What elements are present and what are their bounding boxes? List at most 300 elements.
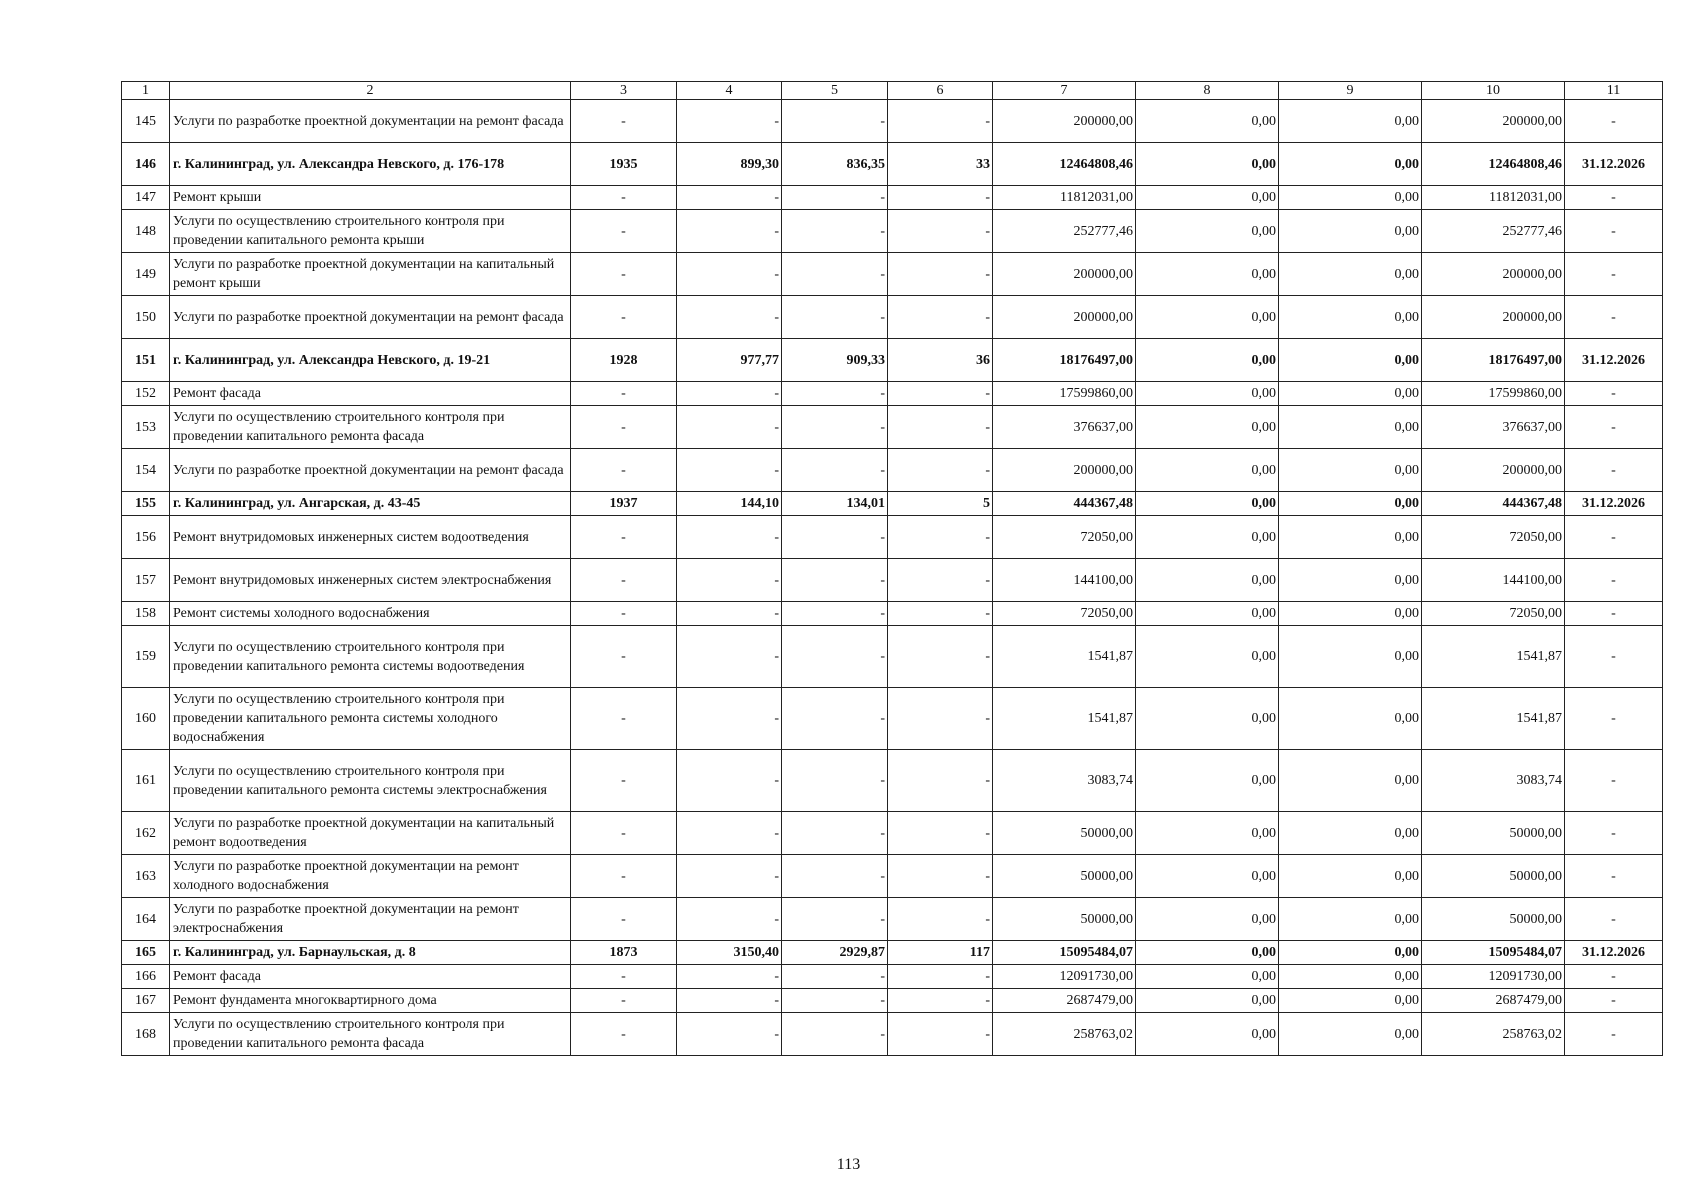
total-area-cell: - — [677, 449, 782, 492]
row-name-cell: Услуги по разработке проектной документации на ремонт электроснабжения — [170, 898, 571, 941]
living-area-cell: 836,35 — [782, 143, 888, 186]
row-number-cell: 150 — [122, 296, 170, 339]
regional-funds-cell: 0,00 — [1279, 626, 1422, 688]
build-year-cell: - — [571, 100, 677, 143]
total-area-cell: - — [677, 253, 782, 296]
regional-funds-cell: 0,00 — [1279, 812, 1422, 855]
row-name-cell: Услуги по разработке проектной документации на ремонт фасада — [170, 449, 571, 492]
work-item-row — [122, 898, 1663, 941]
work-item-row — [122, 382, 1663, 406]
build-year-cell: - — [571, 898, 677, 941]
row-name-cell: Ремонт фундамента многоквартирного дома — [170, 989, 571, 1013]
federal-funds-cell: 0,00 — [1136, 449, 1279, 492]
residents-count-cell: - — [888, 449, 993, 492]
total-area-cell: - — [677, 100, 782, 143]
federal-funds-cell: 0,00 — [1136, 382, 1279, 406]
owners-funds-cell: 15095484,07 — [1422, 941, 1565, 965]
work-item-row — [122, 210, 1663, 253]
owners-funds-cell: 3083,74 — [1422, 750, 1565, 812]
work-item-row — [122, 626, 1663, 688]
build-year-cell: - — [571, 750, 677, 812]
federal-funds-cell: 0,00 — [1136, 406, 1279, 449]
living-area-cell: - — [782, 406, 888, 449]
federal-funds-cell: 0,00 — [1136, 688, 1279, 750]
federal-funds-cell: 0,00 — [1136, 143, 1279, 186]
living-area-cell: - — [782, 449, 888, 492]
residents-count-cell: 117 — [888, 941, 993, 965]
owners-funds-cell: 12091730,00 — [1422, 965, 1565, 989]
work-item-row — [122, 1013, 1663, 1056]
living-area-cell: - — [782, 186, 888, 210]
residents-count-cell: - — [888, 253, 993, 296]
residents-count-cell: - — [888, 750, 993, 812]
build-year-cell: - — [571, 296, 677, 339]
owners-funds-cell: 200000,00 — [1422, 100, 1565, 143]
federal-funds-cell: 0,00 — [1136, 339, 1279, 382]
row-number-cell: 158 — [122, 602, 170, 626]
row-number-cell: 147 — [122, 186, 170, 210]
total-cost-cell: 1541,87 — [993, 626, 1136, 688]
residents-count-cell: - — [888, 602, 993, 626]
federal-funds-cell: 0,00 — [1136, 941, 1279, 965]
total-cost-cell: 17599860,00 — [993, 382, 1136, 406]
address-row — [122, 339, 1663, 382]
column-header: 1 — [122, 82, 170, 100]
federal-funds-cell: 0,00 — [1136, 750, 1279, 812]
row-number-cell: 168 — [122, 1013, 170, 1056]
total-cost-cell: 444367,48 — [993, 492, 1136, 516]
work-item-row — [122, 186, 1663, 210]
federal-funds-cell: 0,00 — [1136, 812, 1279, 855]
owners-funds-cell: 200000,00 — [1422, 296, 1565, 339]
federal-funds-cell: 0,00 — [1136, 296, 1279, 339]
total-cost-cell: 72050,00 — [993, 602, 1136, 626]
owners-funds-cell: 11812031,00 — [1422, 186, 1565, 210]
residents-count-cell: - — [888, 855, 993, 898]
row-number-cell: 155 — [122, 492, 170, 516]
build-year-cell: 1873 — [571, 941, 677, 965]
residents-count-cell: 5 — [888, 492, 993, 516]
work-item-row — [122, 449, 1663, 492]
row-name-cell: Услуги по осуществлению строительного контроля при проведении капитального ремонта системы водоотведения — [170, 626, 571, 688]
federal-funds-cell: 0,00 — [1136, 965, 1279, 989]
federal-funds-cell: 0,00 — [1136, 559, 1279, 602]
living-area-cell: - — [782, 602, 888, 626]
total-cost-cell: 72050,00 — [993, 516, 1136, 559]
row-name-cell: Ремонт крыши — [170, 186, 571, 210]
completion-date-cell: 31.12.2026 — [1565, 143, 1663, 186]
residents-count-cell: - — [888, 688, 993, 750]
row-number-cell: 154 — [122, 449, 170, 492]
completion-date-cell: - — [1565, 100, 1663, 143]
build-year-cell: - — [571, 989, 677, 1013]
total-cost-cell: 1541,87 — [993, 688, 1136, 750]
capital-repair-table — [121, 81, 1663, 1056]
owners-funds-cell: 1541,87 — [1422, 626, 1565, 688]
federal-funds-cell: 0,00 — [1136, 210, 1279, 253]
completion-date-cell: 31.12.2026 — [1565, 492, 1663, 516]
row-name-cell: Ремонт внутридомовых инженерных систем водоотведения — [170, 516, 571, 559]
total-cost-cell: 2687479,00 — [993, 989, 1136, 1013]
total-area-cell: - — [677, 855, 782, 898]
regional-funds-cell: 0,00 — [1279, 186, 1422, 210]
regional-funds-cell: 0,00 — [1279, 855, 1422, 898]
residents-count-cell: - — [888, 382, 993, 406]
regional-funds-cell: 0,00 — [1279, 941, 1422, 965]
regional-funds-cell: 0,00 — [1279, 143, 1422, 186]
residents-count-cell: - — [888, 898, 993, 941]
completion-date-cell: - — [1565, 626, 1663, 688]
completion-date-cell: - — [1565, 296, 1663, 339]
row-number-cell: 145 — [122, 100, 170, 143]
owners-funds-cell: 50000,00 — [1422, 855, 1565, 898]
row-number-cell: 156 — [122, 516, 170, 559]
work-item-row — [122, 253, 1663, 296]
owners-funds-cell: 12464808,46 — [1422, 143, 1565, 186]
address-row — [122, 143, 1663, 186]
build-year-cell: 1935 — [571, 143, 677, 186]
total-area-cell: 3150,40 — [677, 941, 782, 965]
completion-date-cell: - — [1565, 1013, 1663, 1056]
total-area-cell: - — [677, 688, 782, 750]
total-cost-cell: 376637,00 — [993, 406, 1136, 449]
build-year-cell: - — [571, 186, 677, 210]
build-year-cell: - — [571, 688, 677, 750]
build-year-cell: - — [571, 449, 677, 492]
row-name-cell: Услуги по разработке проектной документации на капитальный ремонт водоотведения — [170, 812, 571, 855]
completion-date-cell: - — [1565, 186, 1663, 210]
column-header: 6 — [888, 82, 993, 100]
row-name-cell: Ремонт внутридомовых инженерных систем электроснабжения — [170, 559, 571, 602]
row-name-cell: Услуги по разработке проектной документации на ремонт холодного водоснабжения — [170, 855, 571, 898]
residents-count-cell: - — [888, 812, 993, 855]
completion-date-cell: 31.12.2026 — [1565, 339, 1663, 382]
owners-funds-cell: 72050,00 — [1422, 602, 1565, 626]
build-year-cell: 1937 — [571, 492, 677, 516]
row-number-cell: 148 — [122, 210, 170, 253]
work-item-row — [122, 296, 1663, 339]
row-number-cell: 163 — [122, 855, 170, 898]
total-area-cell: 899,30 — [677, 143, 782, 186]
residents-count-cell: - — [888, 626, 993, 688]
row-name-cell: Ремонт фасада — [170, 382, 571, 406]
build-year-cell: - — [571, 812, 677, 855]
column-header: 8 — [1136, 82, 1279, 100]
owners-funds-cell: 200000,00 — [1422, 253, 1565, 296]
total-cost-cell: 200000,00 — [993, 296, 1136, 339]
living-area-cell: - — [782, 750, 888, 812]
build-year-cell: - — [571, 602, 677, 626]
row-name-cell: г. Калининград, ул. Александра Невского, д. 176-178 — [170, 143, 571, 186]
residents-count-cell: - — [888, 989, 993, 1013]
regional-funds-cell: 0,00 — [1279, 516, 1422, 559]
work-item-row — [122, 812, 1663, 855]
living-area-cell: - — [782, 898, 888, 941]
column-header: 11 — [1565, 82, 1663, 100]
total-area-cell: - — [677, 382, 782, 406]
work-item-row — [122, 559, 1663, 602]
column-header: 3 — [571, 82, 677, 100]
completion-date-cell: - — [1565, 750, 1663, 812]
completion-date-cell: - — [1565, 898, 1663, 941]
regional-funds-cell: 0,00 — [1279, 989, 1422, 1013]
living-area-cell: 909,33 — [782, 339, 888, 382]
total-cost-cell: 50000,00 — [993, 855, 1136, 898]
total-area-cell: - — [677, 626, 782, 688]
page-number: 113 — [836, 1156, 861, 1173]
owners-funds-cell: 144100,00 — [1422, 559, 1565, 602]
total-area-cell: 144,10 — [677, 492, 782, 516]
regional-funds-cell: 0,00 — [1279, 559, 1422, 602]
regional-funds-cell: 0,00 — [1279, 339, 1422, 382]
row-number-cell: 162 — [122, 812, 170, 855]
total-area-cell: - — [677, 989, 782, 1013]
total-cost-cell: 50000,00 — [993, 812, 1136, 855]
work-item-row — [122, 965, 1663, 989]
living-area-cell: - — [782, 812, 888, 855]
row-number-cell: 146 — [122, 143, 170, 186]
row-number-cell: 161 — [122, 750, 170, 812]
living-area-cell: - — [782, 559, 888, 602]
row-name-cell: Услуги по осуществлению строительного контроля при проведении капитального ремонта системы электроснабжения — [170, 750, 571, 812]
residents-count-cell: - — [888, 965, 993, 989]
total-cost-cell: 50000,00 — [993, 898, 1136, 941]
total-area-cell: - — [677, 296, 782, 339]
living-area-cell: - — [782, 382, 888, 406]
total-cost-cell: 200000,00 — [993, 100, 1136, 143]
work-item-row — [122, 602, 1663, 626]
total-cost-cell: 144100,00 — [993, 559, 1136, 602]
row-number-cell: 165 — [122, 941, 170, 965]
work-item-row — [122, 100, 1663, 143]
total-area-cell: - — [677, 750, 782, 812]
completion-date-cell: - — [1565, 210, 1663, 253]
total-area-cell: - — [677, 516, 782, 559]
row-number-cell: 153 — [122, 406, 170, 449]
work-item-row — [122, 516, 1663, 559]
column-header: 9 — [1279, 82, 1422, 100]
regional-funds-cell: 0,00 — [1279, 253, 1422, 296]
build-year-cell: - — [571, 626, 677, 688]
row-number-cell: 152 — [122, 382, 170, 406]
living-area-cell: - — [782, 516, 888, 559]
owners-funds-cell: 444367,48 — [1422, 492, 1565, 516]
row-number-cell: 159 — [122, 626, 170, 688]
total-cost-cell: 258763,02 — [993, 1013, 1136, 1056]
regional-funds-cell: 0,00 — [1279, 449, 1422, 492]
owners-funds-cell: 50000,00 — [1422, 898, 1565, 941]
completion-date-cell: 31.12.2026 — [1565, 941, 1663, 965]
residents-count-cell: 36 — [888, 339, 993, 382]
federal-funds-cell: 0,00 — [1136, 186, 1279, 210]
federal-funds-cell: 0,00 — [1136, 602, 1279, 626]
residents-count-cell: 33 — [888, 143, 993, 186]
residents-count-cell: - — [888, 516, 993, 559]
total-cost-cell: 12091730,00 — [993, 965, 1136, 989]
work-item-row — [122, 989, 1663, 1013]
living-area-cell: 134,01 — [782, 492, 888, 516]
row-name-cell: г. Калининград, ул. Барнаульская, д. 8 — [170, 941, 571, 965]
address-row — [122, 941, 1663, 965]
row-name-cell: Ремонт системы холодного водоснабжения — [170, 602, 571, 626]
living-area-cell: - — [782, 965, 888, 989]
completion-date-cell: - — [1565, 382, 1663, 406]
build-year-cell: - — [571, 210, 677, 253]
owners-funds-cell: 258763,02 — [1422, 1013, 1565, 1056]
build-year-cell: - — [571, 382, 677, 406]
row-name-cell: Услуги по осуществлению строительного контроля при проведении капитального ремонта фасада — [170, 406, 571, 449]
owners-funds-cell: 72050,00 — [1422, 516, 1565, 559]
build-year-cell: - — [571, 559, 677, 602]
row-name-cell: г. Калининград, ул. Ангарская, д. 43-45 — [170, 492, 571, 516]
residents-count-cell: - — [888, 296, 993, 339]
total-area-cell: - — [677, 186, 782, 210]
row-number-cell: 160 — [122, 688, 170, 750]
work-item-row — [122, 406, 1663, 449]
work-item-row — [122, 688, 1663, 750]
row-name-cell: Услуги по разработке проектной документации на капитальный ремонт крыши — [170, 253, 571, 296]
row-number-cell: 157 — [122, 559, 170, 602]
column-header: 10 — [1422, 82, 1565, 100]
federal-funds-cell: 0,00 — [1136, 626, 1279, 688]
completion-date-cell: - — [1565, 449, 1663, 492]
row-number-cell: 151 — [122, 339, 170, 382]
regional-funds-cell: 0,00 — [1279, 898, 1422, 941]
regional-funds-cell: 0,00 — [1279, 602, 1422, 626]
column-header: 7 — [993, 82, 1136, 100]
regional-funds-cell: 0,00 — [1279, 1013, 1422, 1056]
total-area-cell: - — [677, 965, 782, 989]
regional-funds-cell: 0,00 — [1279, 100, 1422, 143]
owners-funds-cell: 2687479,00 — [1422, 989, 1565, 1013]
completion-date-cell: - — [1565, 253, 1663, 296]
total-area-cell: - — [677, 1013, 782, 1056]
build-year-cell: - — [571, 855, 677, 898]
living-area-cell: - — [782, 626, 888, 688]
owners-funds-cell: 17599860,00 — [1422, 382, 1565, 406]
living-area-cell: - — [782, 210, 888, 253]
owners-funds-cell: 200000,00 — [1422, 449, 1565, 492]
living-area-cell: - — [782, 253, 888, 296]
owners-funds-cell: 1541,87 — [1422, 688, 1565, 750]
work-item-row — [122, 750, 1663, 812]
living-area-cell: - — [782, 855, 888, 898]
row-name-cell: Услуги по осуществлению строительного контроля при проведении капитального ремонта крыши — [170, 210, 571, 253]
build-year-cell: - — [571, 253, 677, 296]
federal-funds-cell: 0,00 — [1136, 1013, 1279, 1056]
total-area-cell: - — [677, 812, 782, 855]
total-cost-cell: 3083,74 — [993, 750, 1136, 812]
regional-funds-cell: 0,00 — [1279, 210, 1422, 253]
total-area-cell: - — [677, 559, 782, 602]
owners-funds-cell: 50000,00 — [1422, 812, 1565, 855]
total-area-cell: - — [677, 898, 782, 941]
regional-funds-cell: 0,00 — [1279, 382, 1422, 406]
living-area-cell: - — [782, 296, 888, 339]
residents-count-cell: - — [888, 186, 993, 210]
row-name-cell: г. Калининград, ул. Александра Невского, д. 19-21 — [170, 339, 571, 382]
living-area-cell: - — [782, 989, 888, 1013]
completion-date-cell: - — [1565, 602, 1663, 626]
row-number-cell: 164 — [122, 898, 170, 941]
row-number-cell: 167 — [122, 989, 170, 1013]
living-area-cell: - — [782, 1013, 888, 1056]
completion-date-cell: - — [1565, 406, 1663, 449]
total-cost-cell: 12464808,46 — [993, 143, 1136, 186]
residents-count-cell: - — [888, 406, 993, 449]
row-number-cell: 166 — [122, 965, 170, 989]
column-header: 4 — [677, 82, 782, 100]
total-area-cell: - — [677, 406, 782, 449]
total-cost-cell: 252777,46 — [993, 210, 1136, 253]
living-area-cell: - — [782, 100, 888, 143]
regional-funds-cell: 0,00 — [1279, 965, 1422, 989]
address-row — [122, 492, 1663, 516]
residents-count-cell: - — [888, 210, 993, 253]
total-area-cell: - — [677, 602, 782, 626]
total-area-cell: 977,77 — [677, 339, 782, 382]
row-name-cell: Услуги по осуществлению строительного контроля при проведении капитального ремонта фасада — [170, 1013, 571, 1056]
completion-date-cell: - — [1565, 989, 1663, 1013]
total-cost-cell: 11812031,00 — [993, 186, 1136, 210]
living-area-cell: 2929,87 — [782, 941, 888, 965]
completion-date-cell: - — [1565, 688, 1663, 750]
build-year-cell: - — [571, 516, 677, 559]
owners-funds-cell: 18176497,00 — [1422, 339, 1565, 382]
federal-funds-cell: 0,00 — [1136, 898, 1279, 941]
completion-date-cell: - — [1565, 812, 1663, 855]
living-area-cell: - — [782, 688, 888, 750]
regional-funds-cell: 0,00 — [1279, 750, 1422, 812]
residents-count-cell: - — [888, 100, 993, 143]
completion-date-cell: - — [1565, 855, 1663, 898]
owners-funds-cell: 252777,46 — [1422, 210, 1565, 253]
federal-funds-cell: 0,00 — [1136, 492, 1279, 516]
completion-date-cell: - — [1565, 965, 1663, 989]
row-name-cell: Услуги по осуществлению строительного контроля при проведении капитального ремонта системы холодного водоснабжения — [170, 688, 571, 750]
total-cost-cell: 200000,00 — [993, 449, 1136, 492]
federal-funds-cell: 0,00 — [1136, 100, 1279, 143]
build-year-cell: - — [571, 1013, 677, 1056]
federal-funds-cell: 0,00 — [1136, 253, 1279, 296]
row-name-cell: Ремонт фасада — [170, 965, 571, 989]
total-cost-cell: 15095484,07 — [993, 941, 1136, 965]
federal-funds-cell: 0,00 — [1136, 516, 1279, 559]
total-cost-cell: 18176497,00 — [993, 339, 1136, 382]
column-header: 5 — [782, 82, 888, 100]
row-number-cell: 149 — [122, 253, 170, 296]
work-item-row — [122, 855, 1663, 898]
column-number-header-row — [122, 82, 1663, 100]
build-year-cell: 1928 — [571, 339, 677, 382]
regional-funds-cell: 0,00 — [1279, 688, 1422, 750]
federal-funds-cell: 0,00 — [1136, 855, 1279, 898]
build-year-cell: - — [571, 406, 677, 449]
row-name-cell: Услуги по разработке проектной документации на ремонт фасада — [170, 296, 571, 339]
residents-count-cell: - — [888, 1013, 993, 1056]
regional-funds-cell: 0,00 — [1279, 492, 1422, 516]
build-year-cell: - — [571, 965, 677, 989]
federal-funds-cell: 0,00 — [1136, 989, 1279, 1013]
owners-funds-cell: 376637,00 — [1422, 406, 1565, 449]
regional-funds-cell: 0,00 — [1279, 406, 1422, 449]
column-header: 2 — [170, 82, 571, 100]
regional-funds-cell: 0,00 — [1279, 296, 1422, 339]
residents-count-cell: - — [888, 559, 993, 602]
completion-date-cell: - — [1565, 559, 1663, 602]
row-name-cell: Услуги по разработке проектной документации на ремонт фасада — [170, 100, 571, 143]
total-area-cell: - — [677, 210, 782, 253]
